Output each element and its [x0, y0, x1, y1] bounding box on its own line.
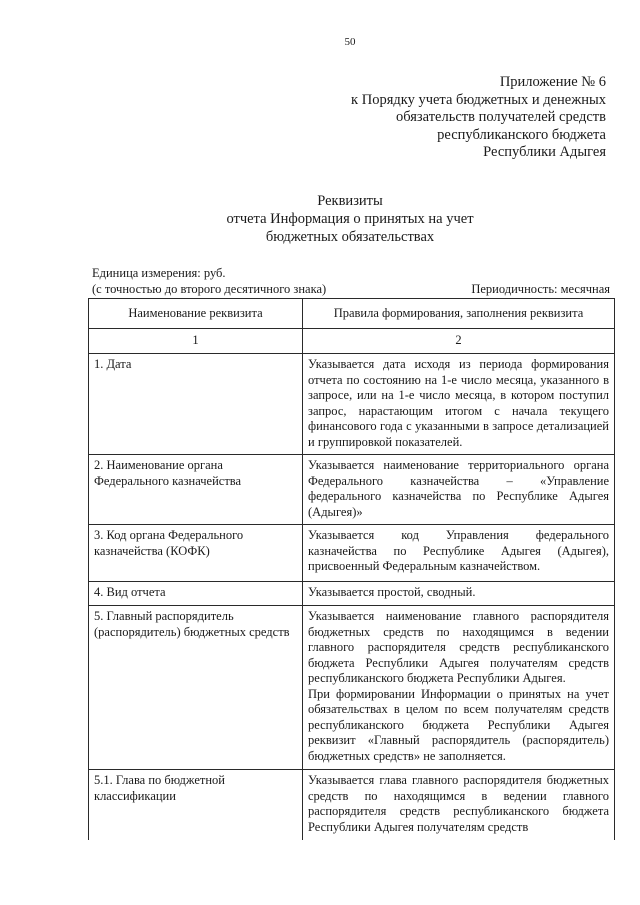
table-header-row: [89, 299, 615, 329]
table-row: [89, 582, 615, 606]
appendix-line: Приложение № 6: [499, 74, 606, 90]
appendix-line: обязательств получателей средств: [395, 109, 606, 125]
precision-note: (с точностью до второго десятичного знака): [92, 281, 327, 296]
periodicity: Периодичность: месячная: [471, 281, 610, 296]
appendix-line: Республики Адыгея: [483, 144, 606, 160]
requisite-rule: Указывается глава главного распорядителя бюджетных средств по находящимся в ведении главного распорядителя средств республиканского бюджета Республики Адыгея получателям средств: [303, 770, 615, 840]
column-number-row: [89, 329, 615, 354]
unit-of-measure: Единица измерения: руб.: [92, 266, 226, 280]
document-title: [0, 192, 640, 246]
unit-info: [92, 266, 610, 297]
requisite-rule: Указывается простой, сводный.: [303, 582, 615, 606]
column-number: 1: [89, 329, 303, 354]
requisite-rule: Указывается дата исходя из периода формирования отчета по состоянию на 1-е число месяца, указанного в запросе, или на 1-е число месяца, в котором поступил запрос, нарастающим итогом с начала текущего финансового года с указанными в запросе детализацией и группировкой показателей.: [303, 354, 615, 455]
title-line: бюджетных обязательствах: [265, 229, 435, 245]
requisite-rule: Указывается код Управления федерального казначейства по Республике Адыгея (Адыгея), присвоенный Федеральным казначейством.: [303, 525, 615, 582]
requisite-name: 3. Код органа Федерального казначейства (КОФК): [89, 525, 303, 582]
column-header: Правила формирования, заполнения реквизита: [303, 299, 615, 329]
requisite-name: 1. Дата: [89, 354, 303, 455]
table-row: [89, 770, 615, 840]
title-line: отчета Информация о принятых на учет: [226, 211, 474, 227]
requisite-name: 4. Вид отчета: [89, 582, 303, 606]
requisite-rule: Указывается наименование территориального органа Федерального казначейства – «Управление федерального казначейства по Республике Адыгея (Адыгея)»: [303, 455, 615, 525]
table-row: [89, 354, 615, 455]
appendix-line: республиканского бюджета: [437, 126, 606, 143]
requisite-name: 2. Наименование органа Федерального казначейства: [89, 455, 303, 525]
requisite-name: 5.1. Глава по бюджетной классификации: [89, 770, 303, 840]
title-line: Реквизиты: [317, 193, 383, 209]
page-number: 50: [344, 36, 356, 48]
appendix-heading: [276, 74, 606, 162]
requisites-table: [88, 298, 615, 840]
requisite-rule: Указывается наименование главного распорядителя бюджетных средств по находящимся в ведении главного распорядителя средств республиканского бюджета Республики Адыгея получателям средств республиканского бюджета Республики Адыгея. При формировании Информации о принятых на учет обязательствах в целом по всем получателям средств республиканского бюджета Республики Адыгея реквизит «Главный распорядитель (распорядитель) бюджетных средств» не заполняется.: [303, 606, 615, 770]
table-row: [89, 525, 615, 582]
table-row: [89, 606, 615, 770]
column-number: 2: [303, 329, 615, 354]
appendix-line: к Порядку учета бюджетных и денежных: [351, 91, 606, 108]
table-row: [89, 455, 615, 525]
requisite-name: 5. Главный распорядитель (распорядитель) бюджетных средств: [89, 606, 303, 770]
column-header: Наименование реквизита: [89, 299, 303, 329]
